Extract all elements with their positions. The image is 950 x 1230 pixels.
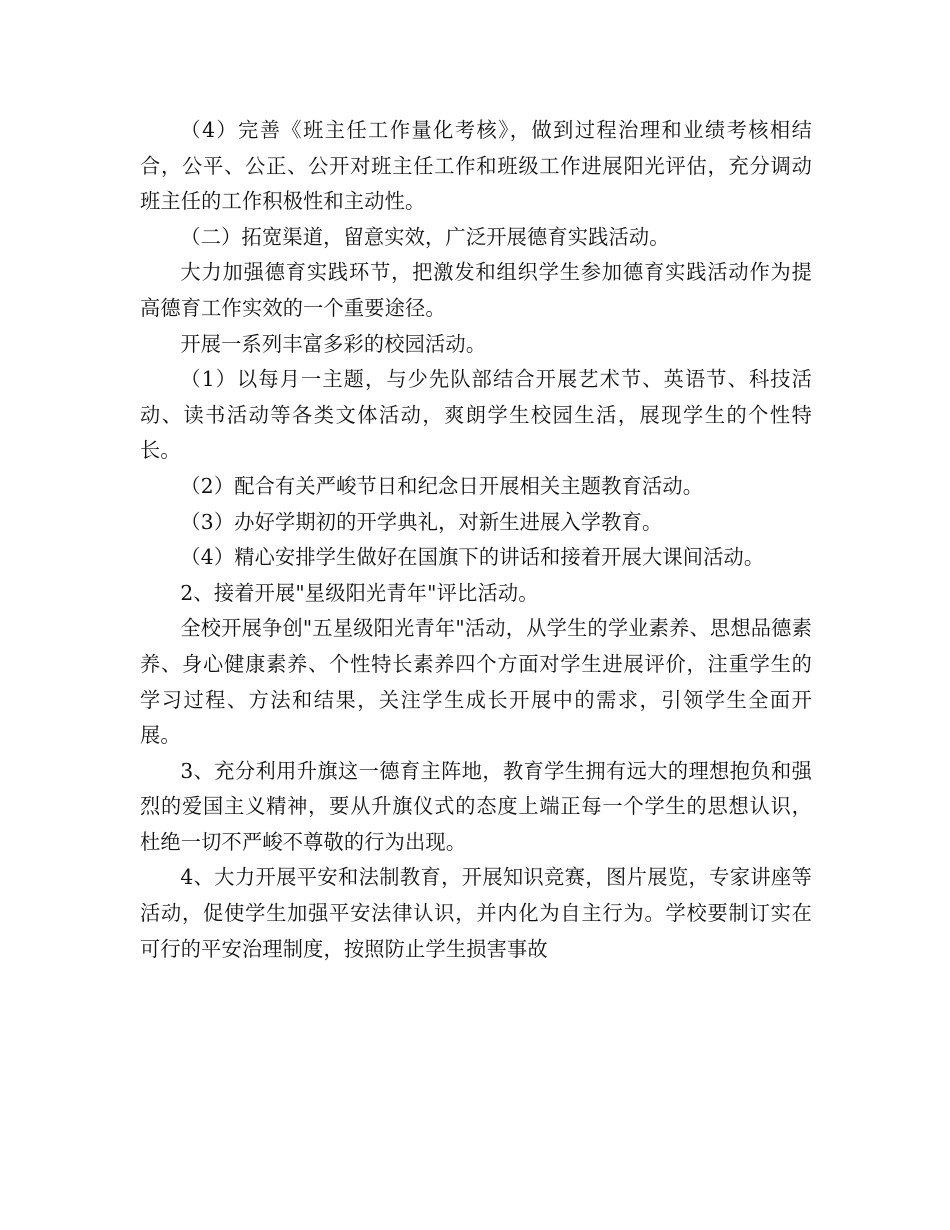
paragraph-flag-speech: （4）精心安排学生做好在国旗下的讲话和接着开展大课间活动。 [180,545,765,570]
paragraph-monthly-theme: （1）以每月一主题，与少先队部结合开展艺术节、英语节、科技活动、读书活动等各类文体活动，爽朗学生校园生活，展现学生的个性特长。 [140,367,812,463]
paragraph-class-teacher-assessment: （4）完善《班主任工作量化考核》，做到过程治理和业绩考核相结合，公平、公正、公开对班主任工作和班级工作进展阳光评估，充分调动班主任的工作积极性和主动性。 [140,118,812,214]
paragraph-flag-raising: 3、充分利用升旗这一德育主阵地，教育学生拥有远大的理想抱负和强烈的爱国主义精神，要从升旗仪式的态度上端正每一个学生的思想认识，杜绝一切不严峻不尊敬的行为出现。 [140,758,812,854]
paragraph-festival-education: （2）配合有关严峻节日和纪念日开展相关主题教育活动。 [180,473,704,498]
paragraph-opening-ceremony: （3）办好学期初的开学典礼，对新生进展入学教育。 [180,509,663,534]
paragraph-five-star-youth: 全校开展争创"五星级阳光青年"活动，从学生的学业素养、思想品德素养、身心健康素养、个性特长素养四个方面对学生进展评价，注重学生的学习过程、方法和结果，关注学生成长开展中的需求，引领学生全面开展。 [140,616,812,748]
paragraph-safety-education: 4、大力开展平安和法制教育，开展知识竞赛，图片展览，专家讲座等活动，促使学生加强平安法律认识，并内化为自主行为。学校要制订实在可行的平安治理制度，按照防止学生损害事故 [140,865,812,961]
document-body [140,113,812,967]
paragraph-star-youth-heading: 2、接着开展"星级阳光青年"评比活动。 [180,580,539,605]
paragraph-section-two-heading: （二）拓宽渠道，留意实效，广泛开展德育实践活动。 [180,224,670,249]
paragraph-practice-strengthening: 大力加强德育实践环节，把激发和组织学生参加德育实践活动作为提高德育工作实效的一个重要途径。 [140,260,812,320]
paragraph-campus-activities: 开展一系列丰富多彩的校园活动。 [180,331,487,356]
